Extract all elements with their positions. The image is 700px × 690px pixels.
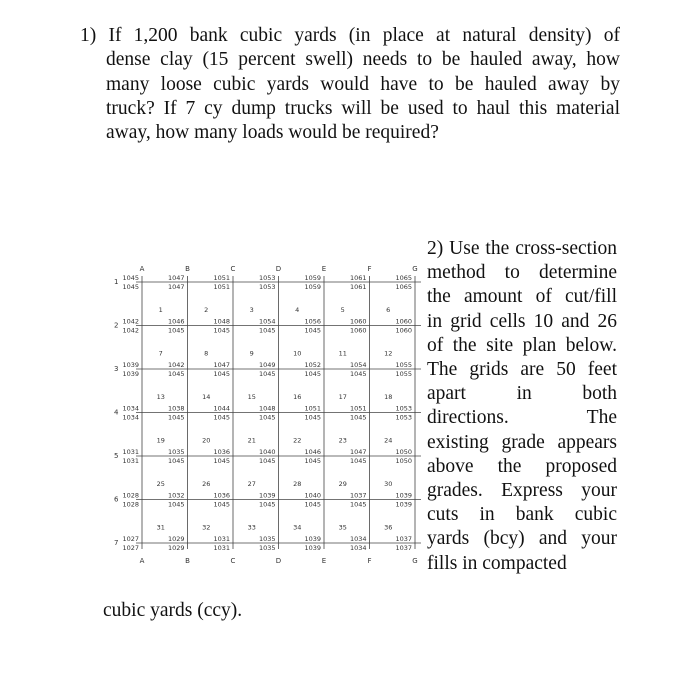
existing-elevation: 1034	[349, 535, 367, 543]
problem-2-line: existing grade appears	[427, 431, 617, 453]
existing-elevation: 1040	[304, 491, 321, 500]
grid-cell-number: 1	[158, 305, 163, 314]
proposed-elevation: 1050	[395, 457, 412, 465]
grid-cell-number: 26	[202, 479, 211, 488]
existing-elevation: 1028	[122, 491, 139, 500]
problem-1-line: 1) If 1,200 bank cubic yards (in place at natural density) of	[80, 25, 620, 46]
existing-elevation: 1047	[213, 361, 230, 369]
existing-elevation: 1036	[213, 491, 230, 500]
column-label: G	[412, 557, 418, 565]
existing-elevation: 1050	[395, 448, 412, 456]
problem-2-line: The grids are 50 feet	[427, 359, 617, 381]
existing-elevation: 1049	[258, 361, 276, 369]
proposed-elevation: 1039	[395, 500, 412, 509]
grid-cell-number: 36	[384, 523, 393, 532]
proposed-elevation: 1060	[349, 326, 367, 335]
proposed-elevation: 1053	[395, 413, 412, 422]
existing-elevation: 1054	[349, 361, 367, 369]
grid-cell-number: 24	[384, 436, 393, 445]
existing-elevation: 1059	[304, 274, 321, 282]
existing-elevation: 1031	[213, 535, 230, 543]
existing-elevation: 1039	[258, 491, 276, 500]
existing-elevation: 1029	[167, 535, 185, 543]
grid-cell-number: 15	[247, 392, 256, 401]
grid-cell-number: 20	[202, 436, 211, 445]
existing-elevation: 1053	[258, 274, 276, 282]
existing-elevation: 1047	[167, 274, 185, 282]
grid-cell-number: 33	[247, 523, 256, 532]
problem-1-line: many loose cubic yards would have to be hauled away by	[106, 73, 620, 95]
problem-2-line: in grid cells 10 and 26	[427, 310, 617, 332]
existing-elevation: 1027	[122, 535, 139, 543]
existing-elevation: 1048	[258, 404, 276, 413]
site-plan-grid	[110, 262, 422, 592]
proposed-elevation: 1042	[122, 326, 139, 335]
problem-1-line: truck? If 7 cy dump trucks will be used to haul this material	[106, 97, 620, 119]
grid-cell-number: 4	[295, 305, 300, 314]
grid-cell-number: 18	[384, 392, 393, 401]
proposed-elevation: 1045	[122, 283, 139, 291]
column-label: B	[185, 265, 190, 273]
problem-2-continuation: cubic yards (ccy).	[103, 600, 243, 621]
problem-2-line: directions. The	[427, 407, 617, 429]
proposed-elevation: 1027	[122, 544, 139, 552]
row-label: 2	[114, 321, 119, 330]
proposed-elevation: 1060	[395, 326, 412, 335]
grid-cell-number: 29	[338, 479, 347, 488]
existing-elevation: 1051	[213, 274, 230, 282]
proposed-elevation: 1045	[213, 500, 230, 509]
grid-cell-number: 22	[293, 436, 302, 445]
grid-cell-number: 32	[202, 523, 211, 532]
row-label: 5	[114, 452, 119, 460]
existing-elevation: 1053	[395, 404, 412, 413]
column-label: C	[230, 265, 236, 273]
problem-2-line: method to determine	[427, 262, 617, 284]
proposed-elevation: 1045	[167, 500, 185, 509]
proposed-elevation: 1045	[213, 370, 230, 378]
proposed-elevation: 1045	[304, 500, 321, 509]
existing-elevation: 1035	[167, 448, 185, 456]
proposed-elevation: 1045	[349, 500, 367, 509]
column-label: A	[139, 557, 145, 565]
proposed-elevation: 1055	[395, 370, 412, 378]
grid-cell-number: 27	[247, 479, 256, 488]
existing-elevation: 1037	[349, 491, 367, 500]
grid-cell-number: 17	[338, 392, 347, 401]
problem-1-text	[80, 24, 620, 145]
row-label: 3	[114, 365, 119, 373]
existing-elevation: 1047	[349, 448, 367, 456]
grid-cell-number: 25	[156, 479, 165, 488]
existing-elevation: 1035	[258, 535, 276, 543]
problem-2-line: 2) Use the cross-section	[427, 238, 617, 259]
proposed-elevation: 1045	[349, 413, 367, 422]
existing-elevation: 1060	[349, 317, 367, 326]
existing-elevation: 1051	[349, 404, 367, 413]
grid-cell-number: 11	[338, 349, 347, 358]
existing-elevation: 1040	[258, 448, 276, 456]
grid-cell-number: 19	[156, 436, 165, 445]
existing-elevation: 1061	[349, 274, 367, 282]
grid-cell-number: 9	[249, 349, 254, 358]
problem-2-line: apart in both	[427, 383, 617, 405]
proposed-elevation: 1029	[167, 544, 185, 552]
proposed-elevation: 1045	[258, 413, 276, 422]
existing-elevation: 1042	[167, 361, 185, 369]
existing-elevation: 1060	[395, 317, 412, 326]
grid-cell-number: 34	[293, 523, 302, 532]
proposed-elevation: 1061	[349, 283, 367, 291]
existing-elevation: 1036	[213, 448, 230, 456]
problem-2-line: grades. Express your	[427, 480, 617, 502]
column-label: F	[367, 265, 372, 273]
row-label: 1	[114, 278, 119, 286]
grid-cell-number: 2	[204, 305, 209, 314]
proposed-elevation: 1034	[122, 413, 139, 422]
column-label: D	[275, 557, 282, 565]
existing-elevation: 1046	[167, 317, 185, 326]
problem-2-line: of the site plan below.	[427, 334, 617, 356]
grid-cell-number: 5	[340, 305, 345, 314]
grid-cell-number: 12	[384, 349, 393, 358]
grid-cell-number: 14	[202, 392, 211, 401]
proposed-elevation: 1045	[258, 500, 276, 509]
existing-elevation: 1042	[122, 317, 139, 326]
grid-cell-number: 31	[156, 523, 165, 532]
grid-cell-number: 16	[293, 392, 302, 401]
proposed-elevation: 1037	[395, 544, 412, 552]
existing-elevation: 1039	[122, 361, 139, 369]
proposed-elevation: 1051	[213, 283, 230, 291]
problem-2-line: yards (bcy) and your	[427, 528, 617, 550]
proposed-elevation: 1045	[167, 326, 185, 335]
column-label: A	[139, 265, 145, 273]
proposed-elevation: 1053	[258, 283, 276, 291]
column-label: C	[230, 557, 236, 565]
proposed-elevation: 1045	[258, 326, 276, 335]
existing-elevation: 1055	[395, 361, 412, 369]
proposed-elevation: 1039	[122, 370, 139, 378]
existing-elevation: 1038	[167, 404, 185, 413]
grid-cell-number: 10	[293, 349, 302, 358]
proposed-elevation: 1045	[304, 413, 321, 422]
grid-cell-number: 13	[156, 392, 165, 401]
proposed-elevation: 1039	[304, 544, 321, 552]
existing-elevation: 1048	[213, 317, 230, 326]
proposed-elevation: 1045	[349, 370, 367, 378]
column-label: B	[185, 557, 190, 565]
grid-cell-number: 21	[247, 436, 256, 445]
row-label: 4	[114, 408, 119, 417]
existing-elevation: 1065	[395, 274, 412, 282]
column-label: D	[275, 265, 282, 273]
existing-elevation: 1044	[213, 404, 230, 413]
proposed-elevation: 1045	[167, 370, 185, 378]
proposed-elevation: 1045	[258, 457, 276, 465]
existing-elevation: 1032	[167, 491, 185, 500]
grid-cell-number: 28	[293, 479, 302, 488]
proposed-elevation: 1045	[213, 457, 230, 465]
proposed-elevation: 1045	[167, 457, 185, 465]
grid-cell-number: 6	[386, 305, 391, 314]
proposed-elevation: 1031	[122, 457, 139, 465]
proposed-elevation: 1028	[122, 500, 139, 509]
existing-elevation: 1037	[395, 535, 412, 543]
existing-elevation: 1039	[395, 491, 412, 500]
proposed-elevation: 1047	[167, 283, 185, 291]
column-label: E	[321, 557, 327, 565]
grid-cell-number: 30	[384, 479, 393, 488]
problem-2-line: above the proposed	[427, 455, 617, 477]
grid-cell-number: 8	[204, 349, 209, 358]
existing-elevation: 1054	[258, 317, 276, 326]
grid-cell-number: 7	[158, 349, 163, 358]
problem-2-line: the amount of cut/fill	[427, 286, 617, 308]
proposed-elevation: 1045	[258, 370, 276, 378]
existing-elevation: 1052	[304, 361, 321, 369]
proposed-elevation: 1034	[349, 544, 367, 552]
existing-elevation: 1031	[122, 448, 139, 456]
proposed-elevation: 1045	[349, 457, 367, 465]
existing-elevation: 1056	[304, 317, 321, 326]
existing-elevation: 1051	[304, 404, 321, 413]
row-label: 6	[114, 495, 119, 504]
problem-2-text	[427, 237, 617, 576]
existing-elevation: 1034	[122, 404, 139, 413]
grid-cell-number: 35	[338, 523, 347, 532]
proposed-elevation: 1065	[395, 283, 412, 291]
existing-elevation: 1046	[304, 448, 321, 456]
proposed-elevation: 1059	[304, 283, 321, 291]
problem-1-line: away, how many loads would be required?	[106, 122, 439, 144]
proposed-elevation: 1045	[167, 413, 185, 422]
proposed-elevation: 1045	[304, 326, 321, 335]
proposed-elevation: 1031	[213, 544, 230, 552]
column-label: E	[321, 265, 327, 273]
problem-2-line: fills in compacted	[427, 552, 567, 574]
problem-2-line: cuts in bank cubic	[427, 504, 617, 526]
grid-cell-number: 23	[338, 436, 347, 445]
grid-cell-number: 3	[249, 305, 254, 314]
column-label: F	[367, 557, 372, 565]
problem-1-line: dense clay (15 percent swell) needs to be hauled away, how	[106, 49, 620, 71]
proposed-elevation: 1035	[258, 544, 276, 552]
row-label: 7	[114, 539, 119, 547]
proposed-elevation: 1045	[213, 413, 230, 422]
existing-elevation: 1039	[304, 535, 321, 543]
column-label: G	[412, 265, 418, 273]
proposed-elevation: 1045	[304, 370, 321, 378]
proposed-elevation: 1045	[304, 457, 321, 465]
existing-elevation: 1045	[122, 274, 139, 282]
proposed-elevation: 1045	[213, 326, 230, 335]
